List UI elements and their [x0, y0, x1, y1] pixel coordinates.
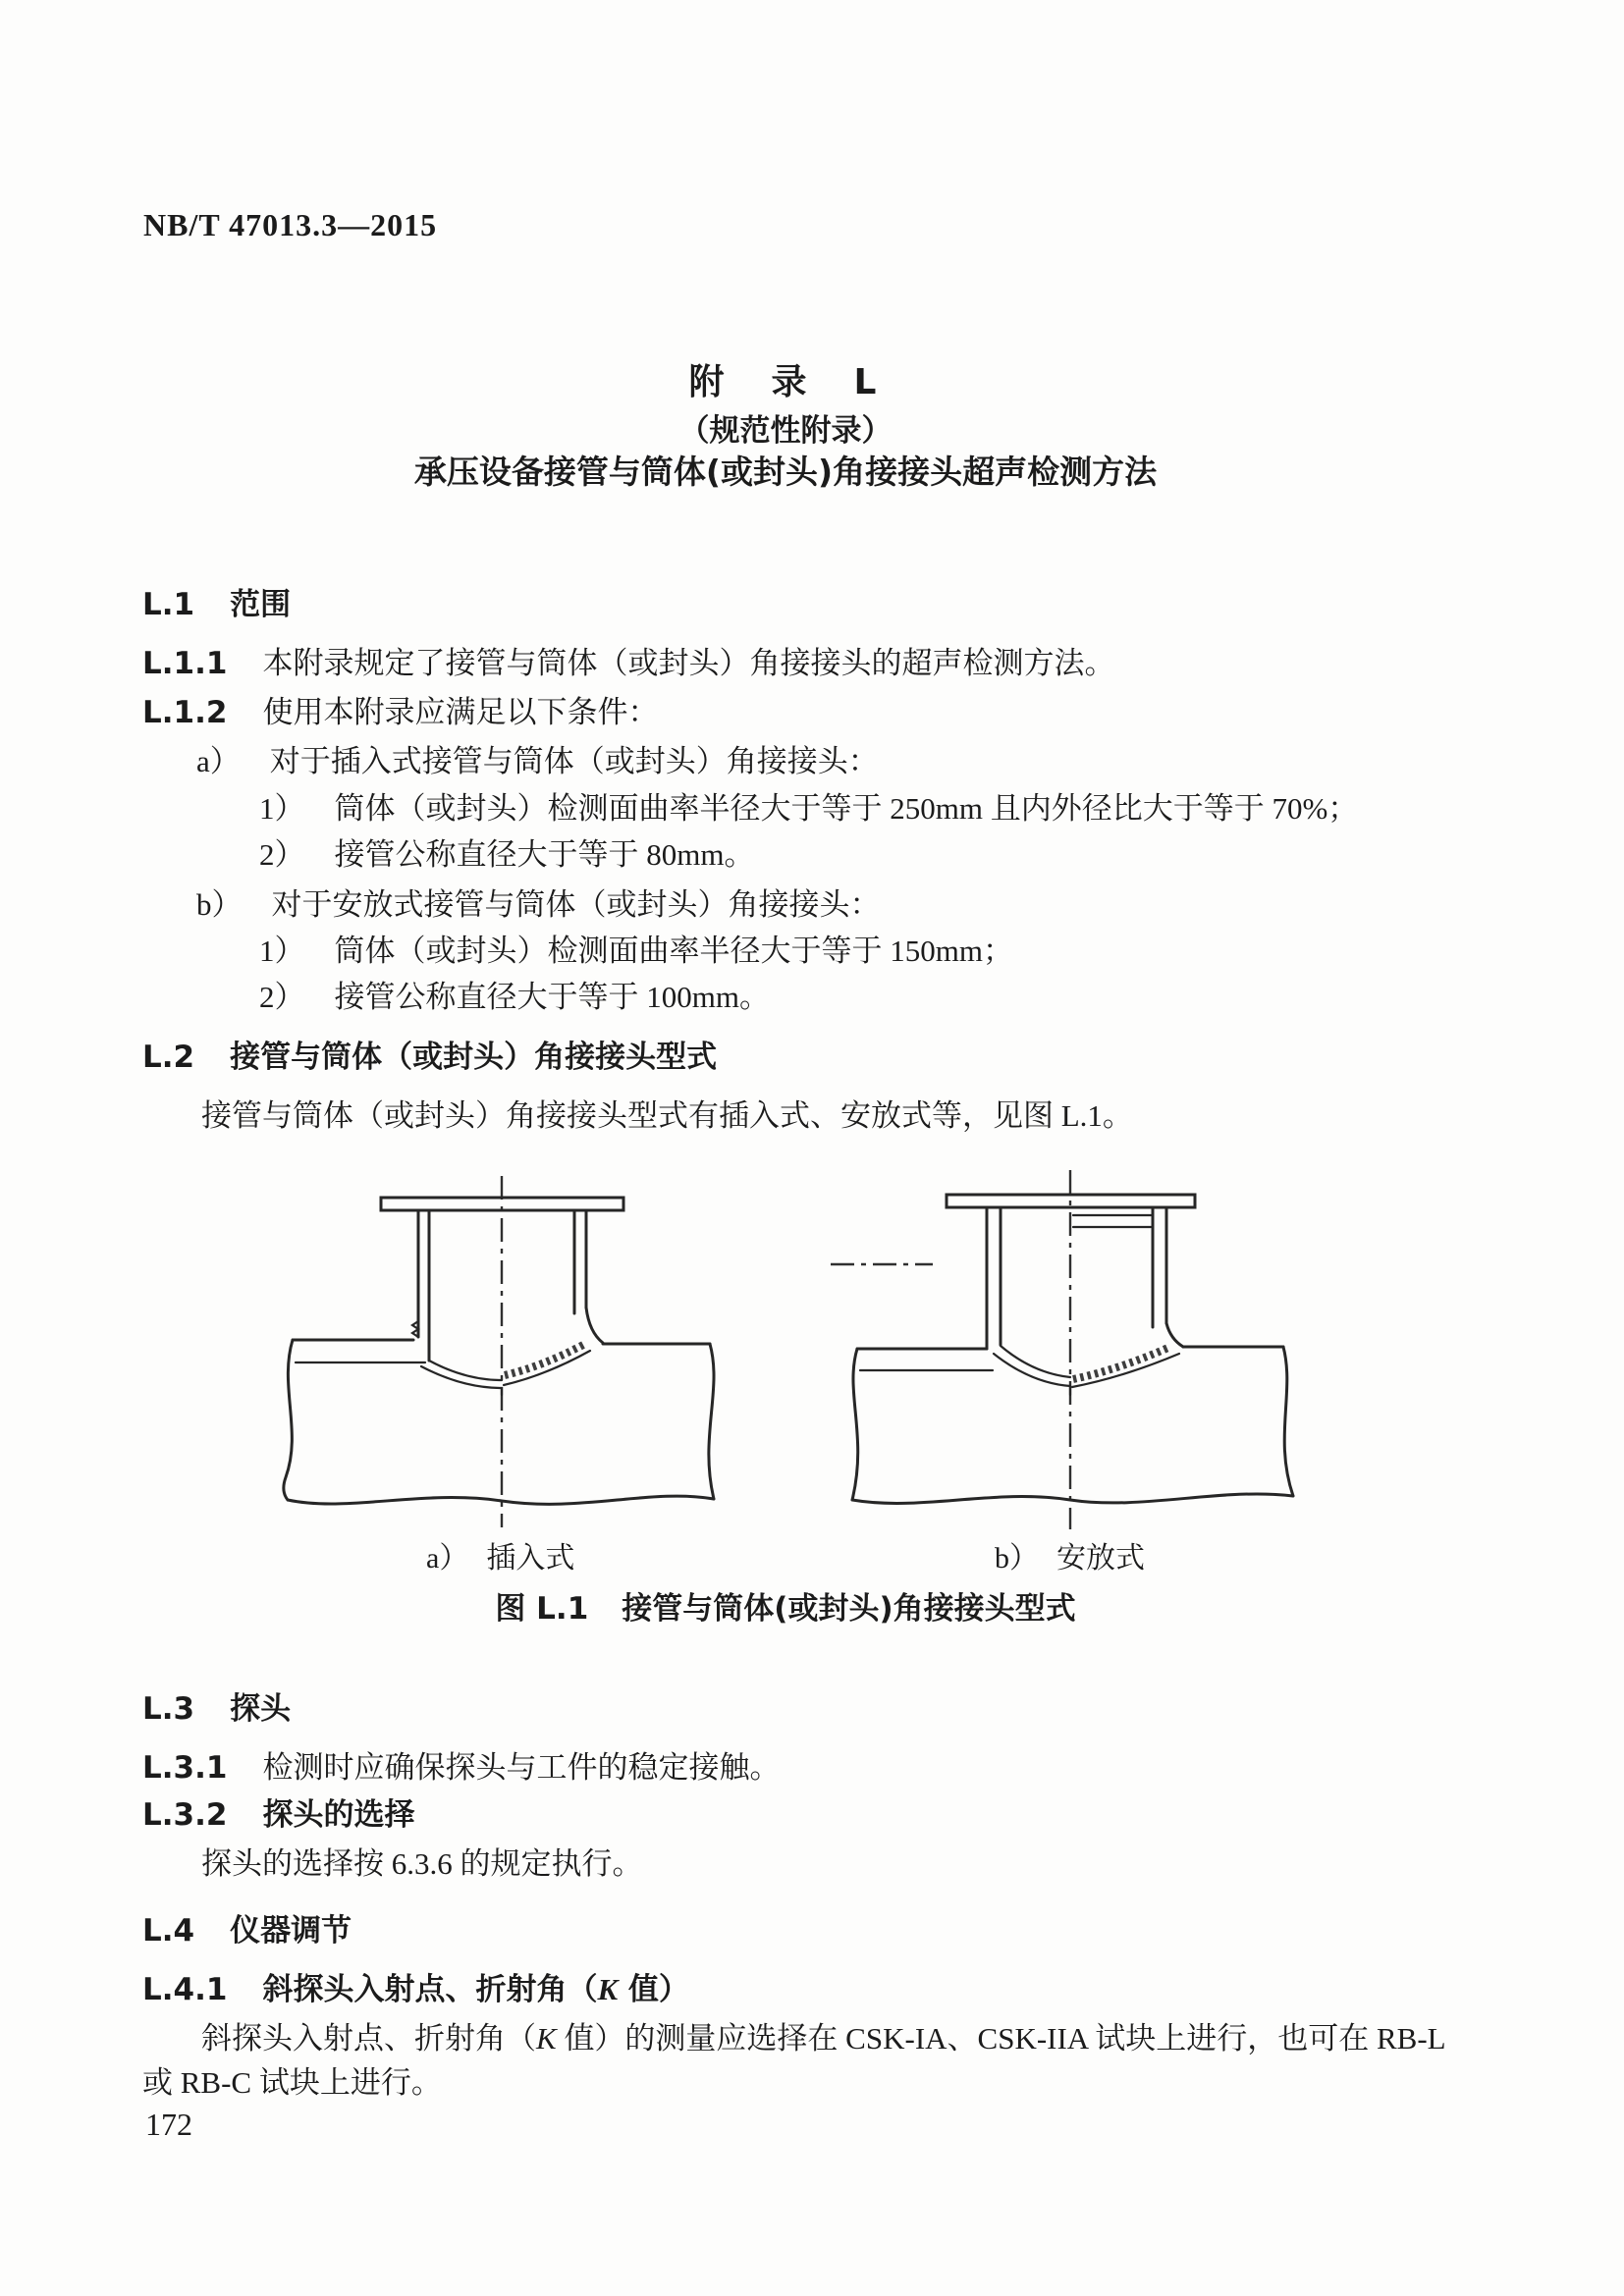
list-item-a-label: a）	[196, 744, 241, 778]
list-item-a2-label: 2）	[259, 837, 305, 872]
list-item-a2-text: 接管公称直径大于等于 80mm。	[334, 837, 755, 872]
figure-b-caption	[995, 1541, 1145, 1576]
figure-b-caption-text: 安放式	[1056, 1542, 1145, 1575]
list-item-a1-label: 1）	[259, 791, 305, 826]
clause-l41-number: L.4.1	[142, 1972, 228, 2007]
clause-l41-title-suf: 值）	[618, 1972, 689, 2007]
clause-l111	[142, 645, 1114, 682]
figure-a-drawing	[284, 1176, 714, 1527]
figure-b-drawing	[831, 1170, 1293, 1529]
page-number: 172	[145, 2107, 192, 2142]
clause-l31-text: 检测时应确保探头与工件的稳定接触。	[262, 1750, 781, 1785]
section-l4-title: 仪器调节	[230, 1913, 352, 1949]
clause-l41-paragraph-k: K	[536, 2021, 557, 2056]
figure-b-caption-label: b）	[995, 1542, 1039, 1575]
figure-a-caption	[426, 1541, 574, 1576]
list-item-b2-label: 2）	[259, 980, 305, 1014]
section-l4-heading	[142, 1912, 352, 1949]
section-l1-number: L.1	[142, 587, 195, 622]
section-l1-title: 范围	[230, 587, 292, 622]
appendix-type: （规范性附录）	[678, 413, 893, 449]
clause-l41-paragraph-line2: 或 RB-C 试块上进行。	[142, 2065, 442, 2100]
list-item-a1	[259, 790, 1358, 827]
list-item-a1-text: 筒体（或封头）检测面曲率半径大于等于 250mm 且内外径比大于等于 70%；	[334, 791, 1359, 826]
list-item-b1	[259, 933, 1013, 969]
figure-l1-caption	[0, 1590, 1571, 1628]
list-item-a2	[259, 836, 754, 873]
section-l2-title: 接管与筒体（或封头）角接接头型式	[230, 1040, 718, 1075]
clause-l32-number: L.3.2	[142, 1797, 228, 1833]
clause-l41-title-pre: 斜探头入射点、折射角（	[262, 1972, 598, 2007]
figure-a-caption-text: 插入式	[486, 1542, 575, 1575]
list-item-b2-text: 接管公称直径大于等于 100mm。	[334, 980, 770, 1014]
list-item-b1-label: 1）	[259, 934, 305, 968]
list-item-a-text: 对于插入式接管与筒体（或封头）角接接头：	[269, 744, 879, 778]
clause-l41-paragraph-line1	[201, 2020, 1446, 2056]
clause-l32-title: 探头的选择	[262, 1797, 415, 1833]
clause-l32-paragraph: 探头的选择按 6.3.6 的规定执行。	[201, 1846, 643, 1881]
section-l3-title: 探头	[230, 1691, 292, 1727]
figure-a-caption-label: a）	[426, 1542, 469, 1575]
figure-l1-drawings	[0, 1158, 1624, 1580]
section-l2-heading	[142, 1039, 717, 1076]
clause-l41-paragraph-suf: 值）的测量应选择在 CSK-IA、CSK-IIA 试块上进行，也可在 RB-L	[556, 2021, 1446, 2056]
clause-l112-number: L.1.2	[142, 695, 228, 730]
list-item-b2	[259, 979, 770, 1015]
section-l1-heading	[142, 586, 291, 623]
clause-l31-number: L.3.1	[142, 1750, 228, 1786]
list-item-b	[196, 886, 881, 923]
clause-l112-text: 使用本附录应满足以下条件：	[262, 695, 659, 729]
list-item-a	[196, 743, 879, 779]
list-item-b-label: b）	[196, 887, 243, 922]
appendix-label: 附 录 L	[688, 362, 883, 402]
clause-l41-paragraph-pre: 斜探头入射点、折射角（	[201, 2021, 536, 2056]
section-l3-number: L.3	[142, 1691, 195, 1727]
figure-l1-caption-number: 图 L.1	[495, 1591, 589, 1627]
page-header-standard-number: NB/T 47013.3—2015	[143, 207, 438, 242]
clause-l41-title-k: K	[597, 1972, 619, 2006]
section-l2-paragraph: 接管与筒体（或封头）角接接头型式有插入式、安放式等，见图 L.1。	[201, 1098, 1133, 1133]
clause-l111-text: 本附录规定了接管与筒体（或封头）角接接头的超声检测方法。	[262, 646, 1115, 680]
clause-l31	[142, 1749, 780, 1787]
list-item-b-text: 对于安放式接管与筒体（或封头）角接接头：	[271, 887, 881, 922]
section-l3-heading	[142, 1690, 291, 1728]
clause-l41-heading	[142, 1971, 689, 2008]
clause-l32	[142, 1796, 414, 1834]
list-item-b1-text: 筒体（或封头）检测面曲率半径大于等于 150mm；	[334, 934, 1013, 968]
figure-l1-caption-text: 接管与筒体(或封头)角接接头型式	[622, 1591, 1076, 1627]
appendix-title: 承压设备接管与筒体(或封头)角接接头超声检测方法	[413, 453, 1158, 491]
clause-l112	[142, 694, 658, 731]
section-l4-number: L.4	[142, 1913, 195, 1949]
clause-l111-number: L.1.1	[142, 646, 228, 681]
section-l2-number: L.2	[142, 1040, 195, 1075]
